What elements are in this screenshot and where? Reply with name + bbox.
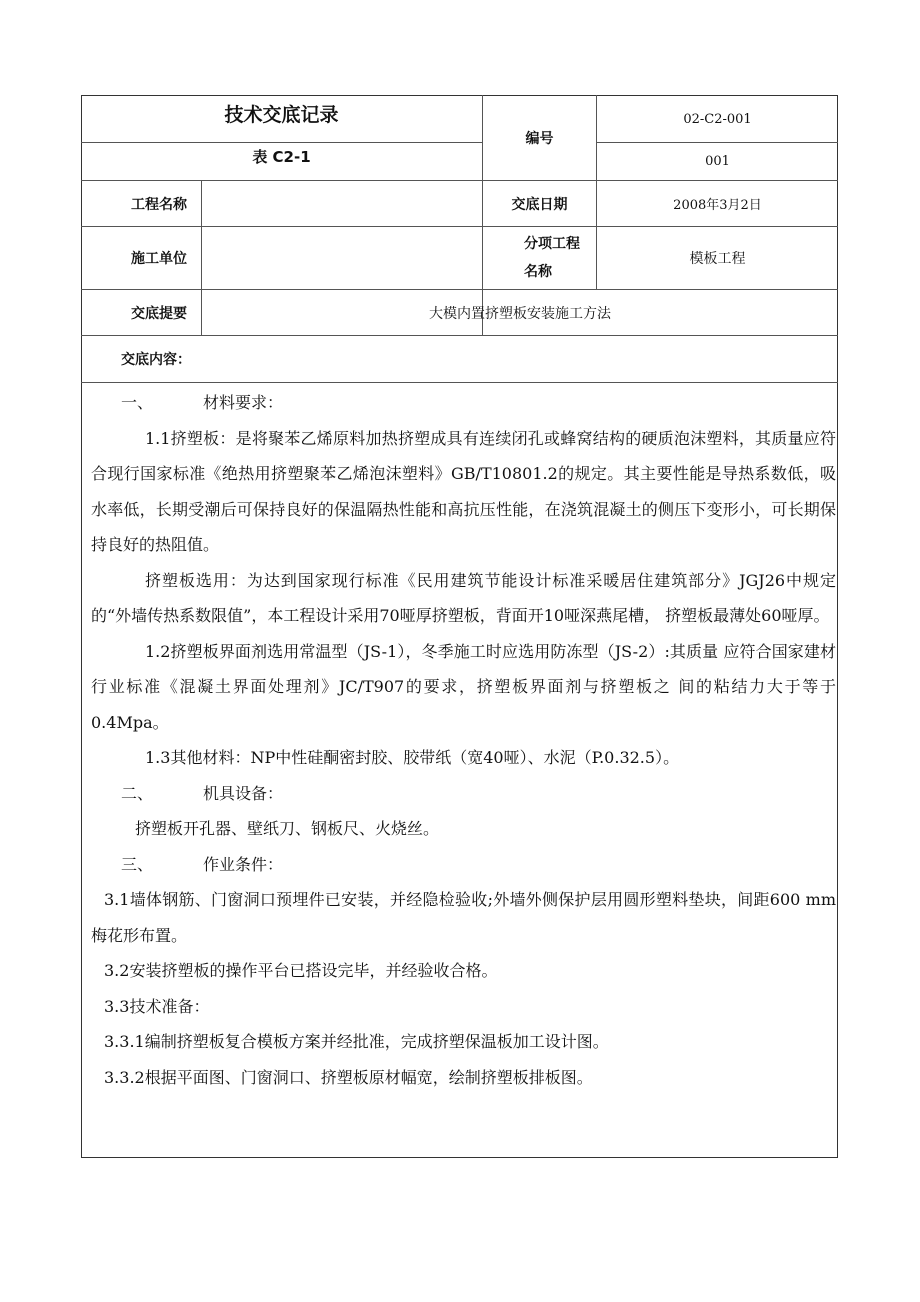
date-value: 2008年3月2日 <box>673 198 762 213</box>
section-number: 一、 <box>121 393 154 412</box>
disclosure-content <box>91 385 836 1095</box>
section-number: 三、 <box>121 854 154 874</box>
form-title: 技术交底记录 <box>224 103 339 126</box>
summary-label: 交底提要 <box>131 305 187 322</box>
subitem-label <box>483 227 596 289</box>
paragraph: 挤塑板选用：为达到国家现行标准《民用建筑节能设计标准采暖居住建筑部分》JGJ26中规定的“外墙传热系数限值”，本工程设计采用70哑厚挤塑板，背面开10哑深燕尾槽， 挤塑板最薄处60哑厚。 <box>91 570 836 625</box>
unit-label: 施工单位 <box>131 251 187 267</box>
code-label: 编号 <box>525 131 554 147</box>
project-name-label: 工程名称 <box>131 196 187 213</box>
date-label: 交底日期 <box>511 196 568 213</box>
code-value-secondary: 001 <box>705 154 730 169</box>
section-title: 作业条件： <box>203 854 284 874</box>
section-number: 二、 <box>121 783 154 803</box>
section-title: 机具设备： <box>203 783 284 803</box>
project-name-value <box>202 181 482 226</box>
subitem-label-line1: 分项工程 <box>524 236 580 252</box>
code-value: 02-C2-001 <box>683 111 752 127</box>
unit-value <box>202 227 482 289</box>
subitem-label-line2: 名称 <box>524 264 552 280</box>
section-title: 材料要求： <box>203 393 284 412</box>
section-heading-1 <box>91 385 836 421</box>
section-heading-3 <box>91 847 836 883</box>
paragraph: 3.3.1编制挤塑板复合模板方案并经批准，完成挤塑保温板加工设计图。 <box>104 1032 609 1051</box>
content-label: 交底内容： <box>121 352 191 368</box>
paragraph: 3.2安装挤塑板的操作平台已搭设完毕，并经验收合格。 <box>104 961 498 980</box>
subitem-value: 模板工程 <box>689 251 746 267</box>
summary-value: 大模内置挤塑板安装施工方法 <box>429 305 611 322</box>
paragraph: 1.2挤塑板界面剂选用常温型（JS-1），冬季施工时应选用防冻型（JS-2）:其质量 应符合国家建材行业标准《混凝土界面处理剂》JC/T907的要求，挤塑板界面剂与挤塑板之 间的粘结力大于等于0.4Mpa。 <box>91 641 836 732</box>
paragraph: 1.1挤塑板：是将聚苯乙烯原料加热挤塑成具有连续闭孔或蜂窝结构的硬质泡沫塑料，其质量应符合现行国家标准《绝热用挤塑聚苯乙烯泡沫塑料》GB/T10801.2的规定。其主要性能是导热系数低，吸水率低，长期受潮后可保持良好的保温隔热性能和高抗压性能，在浇筑混凝土的侧压下变形小，可长期保持良好的热阻值。 <box>91 428 836 554</box>
paragraph: 3.1墙体钢筋、门窗洞口预埋件已安装，并经隐检验收;外墙外侧保护层用圆形塑料垫块，间距600 mm梅花形布置。 <box>91 890 836 945</box>
rule <box>81 382 838 383</box>
table-number: 表 C2-1 <box>252 148 311 166</box>
paragraph: 3.3技术准备： <box>104 996 210 1016</box>
paragraph: 挤塑板开孔器、壁纸刀、钢板尺、火烧丝。 <box>135 819 440 838</box>
paragraph: 1.3其他材料：NP中性硅酮密封胶、胶带纸（宽40哑）、水泥（P.0.32.5）。 <box>145 748 680 767</box>
paragraph: 3.3.2根据平面图、门窗洞口、挤塑板原材幅宽，绘制挤塑板排板图。 <box>104 1067 593 1087</box>
section-heading-2 <box>91 776 836 812</box>
